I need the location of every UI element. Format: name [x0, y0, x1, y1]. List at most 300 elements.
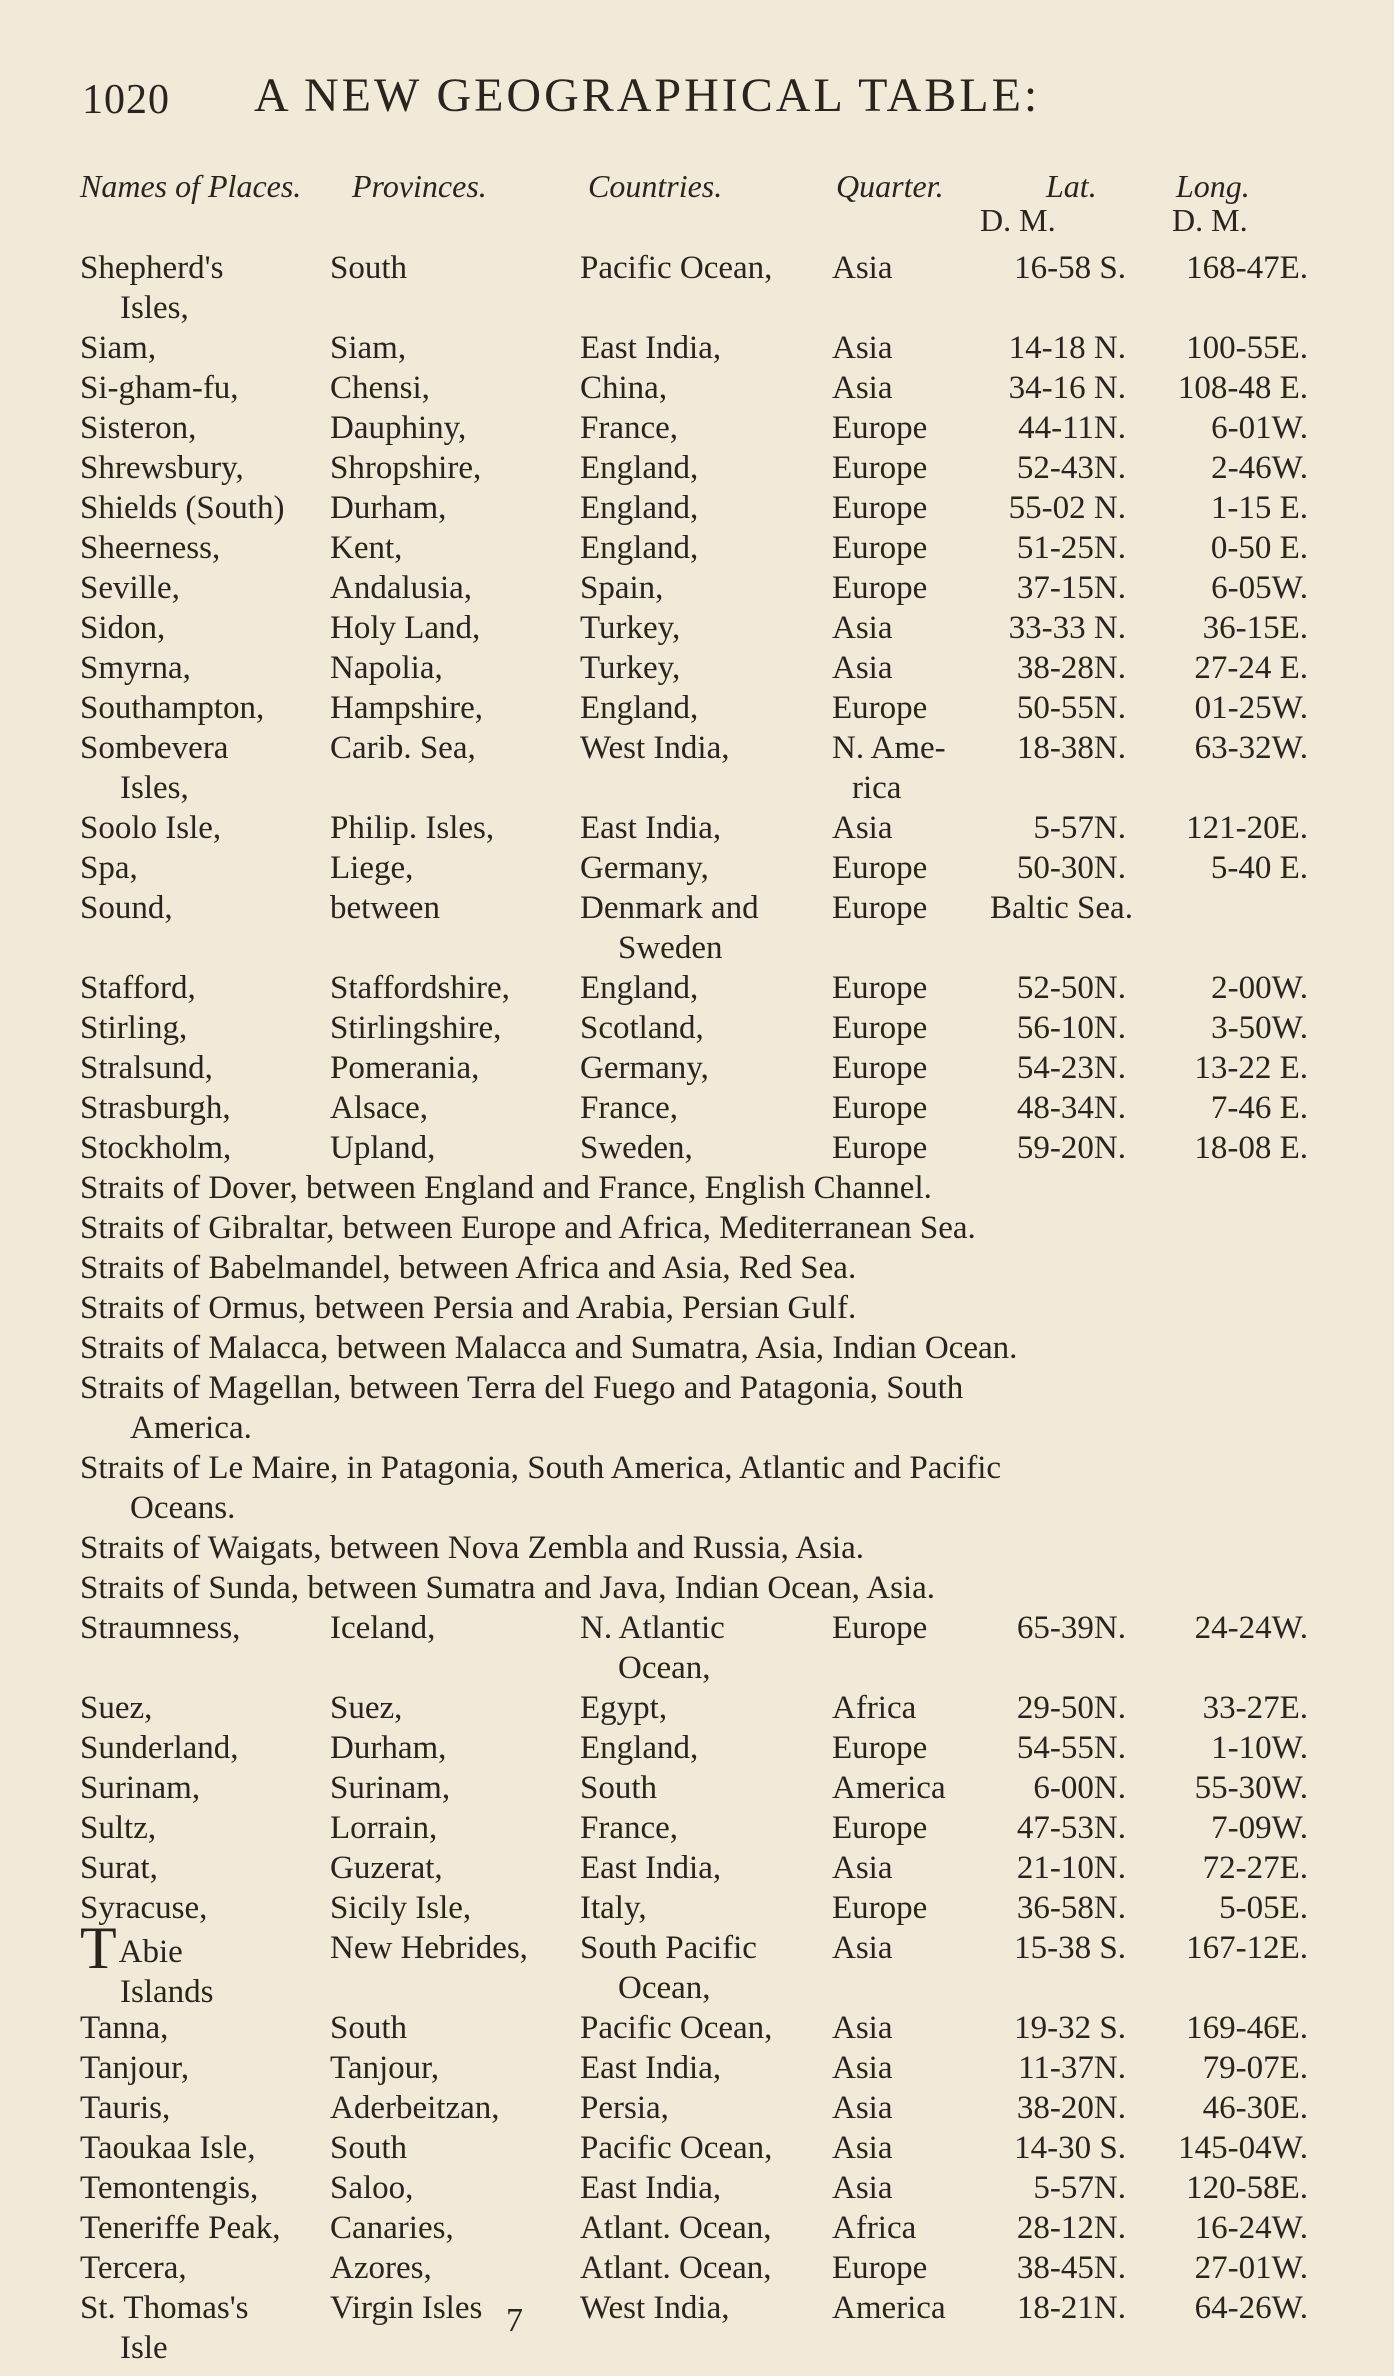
longitude: 16-24W.	[1194, 2210, 1308, 2246]
table-row	[0, 1688, 1394, 1728]
quarter-text: Europe	[832, 530, 928, 566]
place-name	[80, 2008, 168, 2048]
country	[580, 1928, 757, 2008]
place-name	[80, 1688, 152, 1728]
table-row	[0, 248, 1394, 328]
country	[580, 1608, 725, 1688]
place-name	[80, 328, 156, 368]
place-name-text: Sunderland,	[80, 1730, 239, 1766]
quarter-text: Europe	[832, 450, 928, 486]
country-text: China,	[580, 370, 668, 406]
country	[580, 328, 721, 368]
quarter	[832, 968, 927, 1008]
place-name-text: Tanna,	[80, 2010, 169, 2046]
country-text: Turkey,	[580, 610, 681, 646]
quarter-text: Africa	[832, 1690, 917, 1726]
place-name	[80, 528, 220, 568]
country	[580, 648, 680, 688]
latitude: 56-10N.	[1016, 1010, 1126, 1046]
latitude: 33-33 N.	[1008, 610, 1126, 646]
table-row	[0, 1088, 1394, 1128]
quarter	[832, 648, 893, 688]
longitude: 13-22 E.	[1194, 1050, 1308, 1086]
place-name	[80, 808, 221, 848]
province: between	[330, 890, 440, 926]
table-row	[0, 1808, 1394, 1848]
quarter	[832, 248, 893, 288]
province: Dauphiny,	[330, 410, 467, 446]
country	[580, 1848, 721, 1888]
province: Shropshire,	[330, 450, 482, 486]
place-name-text: Abie	[118, 1934, 183, 1970]
quarter-text: Asia	[832, 370, 893, 406]
quarter	[832, 1608, 927, 1648]
straits-text: Straits of Dover, between England and France, English Channel.	[80, 1170, 932, 1206]
latitude: 36-58N.	[1016, 1890, 1126, 1926]
table-row	[0, 888, 1394, 968]
quarter	[832, 568, 927, 608]
place-name-text: Surinam,	[80, 1770, 201, 1806]
country-text: Germany,	[580, 1050, 709, 1086]
place-name	[80, 2248, 187, 2288]
table-row	[0, 728, 1394, 808]
country	[580, 488, 698, 528]
latitude: 38-28N.	[1016, 650, 1126, 686]
quarter-text: Asia	[832, 250, 893, 286]
place-name	[80, 848, 138, 888]
province: Aderbeitzan,	[330, 2090, 500, 2126]
longitude: 108-48 E.	[1177, 370, 1308, 406]
quarter-cont: rica	[852, 770, 902, 806]
province: Sicily Isle,	[330, 1890, 472, 1926]
country-text: Persia,	[580, 2090, 669, 2126]
country	[580, 1728, 698, 1768]
latitude: 14-18 N.	[1008, 330, 1126, 366]
quarter	[832, 2008, 893, 2048]
straits-text: Straits of Ormus, between Persia and Arabia, Persian Gulf.	[80, 1290, 857, 1326]
latitude: 50-30N.	[1016, 850, 1126, 886]
province: Iceland,	[330, 1610, 436, 1646]
column-header-country: Countries.	[588, 168, 723, 204]
country-text: Denmark and	[580, 890, 759, 926]
quarter	[832, 688, 927, 728]
table-row	[0, 528, 1394, 568]
straits-text: Straits of Waigats, between Nova Zembla and Russia, Asia.	[80, 1530, 864, 1566]
province: Staffordshire,	[330, 970, 510, 1006]
quarter-text: Asia	[832, 330, 893, 366]
quarter	[832, 608, 893, 648]
table-row	[0, 1128, 1394, 1168]
straits-text: Straits of Gibraltar, between Europe and Africa, Mediterranean Sea.	[80, 1210, 976, 1246]
straits-text: Straits of Sunda, between Sumatra and Java, Indian Ocean, Asia.	[80, 1570, 936, 1606]
quarter	[832, 1048, 927, 1088]
province: New Hebrides,	[330, 1930, 528, 1966]
place-name	[80, 608, 165, 648]
column-header-place: Names of Places.	[80, 168, 302, 204]
province: Alsace,	[330, 1090, 429, 1126]
column-header-quarter: Quarter.	[836, 168, 944, 204]
place-name-text: Soolo Isle,	[80, 810, 222, 846]
column-header-lat: Lat.	[1046, 168, 1097, 204]
place-name-text: Spa,	[80, 850, 138, 886]
latitude: 65-39N.	[1016, 1610, 1126, 1646]
country-text: England,	[580, 530, 699, 566]
latitude: 50-55N.	[1016, 690, 1126, 726]
column-header-long: Long.	[1176, 168, 1250, 204]
longitude: 145-04W.	[1178, 2130, 1308, 2166]
longitude: 1-15 E.	[1210, 490, 1308, 526]
quarter	[832, 1128, 927, 1168]
country-text: England,	[580, 490, 699, 526]
straits-line-cont: America.	[130, 1410, 252, 1446]
quarter-text: Europe	[832, 1810, 928, 1846]
place-name	[80, 968, 196, 1008]
quarter	[832, 1768, 946, 1808]
place-name	[80, 888, 173, 928]
country	[580, 1888, 647, 1928]
longitude: 2-00W.	[1211, 970, 1308, 1006]
place-name-text: St. Thomas's	[80, 2290, 249, 2326]
table-row	[0, 1608, 1394, 1688]
province: Canaries,	[330, 2210, 454, 2246]
country-text: Turkey,	[580, 650, 681, 686]
country	[580, 608, 680, 648]
place-name-text: Syracuse,	[80, 1890, 208, 1926]
longitude: 121-20E.	[1186, 810, 1308, 846]
country-text: Pacific Ocean,	[580, 2010, 773, 2046]
country-text: East India,	[580, 1850, 722, 1886]
province: Durham,	[330, 1730, 447, 1766]
province: Surinam,	[330, 1770, 451, 1806]
place-name-text: Shepherd's	[80, 250, 224, 286]
longitude: 5-05E.	[1219, 1890, 1308, 1926]
quarter-text: Asia	[832, 650, 893, 686]
table-row	[0, 1915, 1394, 2010]
place-name	[80, 2128, 255, 2168]
place-name-text: Tercera,	[80, 2250, 187, 2286]
table-row	[0, 808, 1394, 848]
place-name-text: Sultz,	[80, 1810, 157, 1846]
quarter-text: Europe	[832, 1050, 928, 1086]
page-header	[82, 68, 1314, 128]
table-row	[0, 488, 1394, 528]
place-name	[80, 2088, 170, 2128]
straits-line-cont: Oceans.	[130, 1490, 236, 1526]
longitude: 169-46E.	[1186, 2010, 1308, 2046]
table-row	[0, 1728, 1394, 1768]
place-name	[80, 568, 180, 608]
place-name	[80, 2288, 249, 2368]
quarter-text: Europe	[832, 490, 928, 526]
place-name-text: Taoukaa Isle,	[80, 2130, 256, 2166]
quarter-text: Europe	[832, 890, 928, 926]
place-name	[80, 1728, 239, 1768]
straits-entry	[0, 1568, 1394, 1608]
province: Siam,	[330, 330, 407, 366]
latitude: 54-55N.	[1016, 1730, 1126, 1766]
straits-entry	[0, 1248, 1394, 1288]
country	[580, 528, 698, 568]
place-name	[80, 648, 191, 688]
province: Philip. Isles,	[330, 810, 495, 846]
place-name-text: Surat,	[80, 1850, 158, 1886]
country	[580, 368, 667, 408]
latitude: 37-15N.	[1016, 570, 1126, 606]
latitude: 47-53N.	[1016, 1810, 1126, 1846]
table-row	[0, 408, 1394, 448]
place-name-text: Tanjour,	[80, 2050, 190, 2086]
place-name	[80, 1008, 187, 1048]
place-name	[80, 1808, 156, 1848]
latitude: 21-10N.	[1016, 1850, 1126, 1886]
latitude: 54-23N.	[1016, 1050, 1126, 1086]
longitude: 120-58E.	[1186, 2170, 1308, 2206]
country	[580, 408, 678, 448]
latitude: 5-57N.	[1033, 810, 1126, 846]
province: Guzerat,	[330, 1850, 443, 1886]
place-name	[80, 248, 223, 328]
place-name-text: Smyrna,	[80, 650, 191, 686]
straits-text	[80, 1368, 1308, 1448]
table-row	[0, 1768, 1394, 1808]
quarter-text: Asia	[832, 2010, 893, 2046]
country	[580, 808, 721, 848]
latitude: 19-32 S.	[1014, 2010, 1126, 2046]
quarter	[832, 2248, 927, 2288]
latitude: 55-02 N.	[1008, 490, 1126, 526]
quarter	[832, 2208, 916, 2248]
table-row	[0, 2088, 1394, 2128]
place-name	[80, 1915, 214, 2012]
table-row	[0, 848, 1394, 888]
place-name	[80, 1848, 158, 1888]
province: Virgin Isles	[330, 2290, 483, 2326]
place-name-text: Teneriffe Peak,	[80, 2210, 281, 2246]
straits-text: Straits of Malacca, between Malacca and Sumatra, Asia, Indian Ocean.	[80, 1330, 1018, 1366]
straits-entry	[0, 1368, 1394, 1448]
quarter	[832, 368, 893, 408]
province: South	[330, 250, 408, 286]
place-name	[80, 2168, 258, 2208]
place-name-text: Sheerness,	[80, 530, 221, 566]
lat-long-note: Baltic Sea.	[990, 890, 1133, 926]
lat-unit: D. M.	[980, 202, 1056, 238]
place-name-text: Straumness,	[80, 1610, 241, 1646]
country	[580, 248, 772, 288]
latitude: 34-16 N.	[1008, 370, 1126, 406]
place-name	[80, 1048, 213, 1088]
province: Tanjour,	[330, 2050, 440, 2086]
straits-entry	[0, 1448, 1394, 1528]
place-name-cont: Isles,	[120, 770, 189, 806]
country	[580, 728, 729, 768]
country	[580, 1768, 657, 1808]
place-name-text: Suez,	[80, 1690, 153, 1726]
place-name	[80, 1608, 240, 1648]
province: Liege,	[330, 850, 414, 886]
longitude: 167-12E.	[1186, 1930, 1308, 1966]
table-row	[0, 608, 1394, 648]
quarter-text: America	[832, 1770, 946, 1806]
longitude: 168-47E.	[1186, 250, 1308, 286]
quarter-text: Europe	[832, 1090, 928, 1126]
country-text: France,	[580, 1810, 679, 1846]
quarter-text: Asia	[832, 2090, 893, 2126]
province: Saloo,	[330, 2170, 414, 2206]
latitude: 18-38N.	[1016, 730, 1126, 766]
column-header-province: Provinces.	[352, 168, 487, 204]
longitude: 7-09W.	[1211, 1810, 1308, 1846]
country	[580, 2048, 721, 2088]
province: Chensi,	[330, 370, 430, 406]
place-name-text: Sound,	[80, 890, 173, 926]
latitude: 44-11N.	[1018, 410, 1126, 446]
place-name-cont: Islands	[120, 1974, 214, 2010]
country-text: Germany,	[580, 850, 709, 886]
country-cont: Ocean,	[618, 1970, 711, 2006]
table-row	[0, 1048, 1394, 1088]
quarter-text: Europe	[832, 690, 928, 726]
place-name-text: Sisteron,	[80, 410, 197, 446]
column-headers	[0, 168, 1394, 248]
country-text: South Pacific	[580, 1930, 757, 1966]
quarter	[832, 2168, 893, 2208]
country-cont: Ocean,	[618, 1650, 711, 1686]
country	[580, 2288, 729, 2328]
longitude: 01-25W.	[1194, 690, 1308, 726]
longitude: 55-30W.	[1194, 1770, 1308, 1806]
quarter	[832, 728, 946, 808]
country-text: West India,	[580, 730, 730, 766]
province: Holy Land,	[330, 610, 481, 646]
latitude: 59-20N.	[1016, 1130, 1126, 1166]
longitude: 64-26W.	[1194, 2290, 1308, 2326]
country	[580, 2088, 669, 2128]
country-text: Italy,	[580, 1890, 647, 1926]
province: Lorrain,	[330, 1810, 438, 1846]
place-name	[80, 488, 284, 528]
province: Durham,	[330, 490, 447, 526]
longitude: 27-24 E.	[1194, 650, 1308, 686]
latitude: 38-20N.	[1016, 2090, 1126, 2126]
quarter-text: Asia	[832, 1850, 893, 1886]
place-name-text: Sombevera	[80, 730, 229, 766]
longitude: 7-46 E.	[1210, 1090, 1308, 1126]
straits-text: Straits of Babelmandel, between Africa and Asia, Red Sea.	[80, 1250, 857, 1286]
quarter	[832, 528, 927, 568]
country-text: Pacific Ocean,	[580, 2130, 773, 2166]
province: Stirlingshire,	[330, 1010, 502, 1046]
quarter-text: N. Ame-	[832, 730, 946, 766]
quarter-text: Europe	[832, 1130, 928, 1166]
table-row	[0, 448, 1394, 488]
table-row	[0, 1008, 1394, 1048]
latitude: 15-38 S.	[1014, 1930, 1126, 1966]
table-row	[0, 648, 1394, 688]
quarter	[832, 448, 927, 488]
country	[580, 1128, 693, 1168]
signature-mark: 7	[506, 2302, 523, 2339]
quarter	[832, 2088, 893, 2128]
place-name-text: Sidon,	[80, 610, 166, 646]
country-cont: Sweden	[618, 930, 723, 966]
quarter-text: Asia	[832, 810, 893, 846]
country	[580, 1688, 667, 1728]
straits-entry	[0, 1528, 1394, 1568]
latitude: 16-58 S.	[1014, 250, 1126, 286]
quarter	[832, 2048, 893, 2088]
table-row	[0, 2208, 1394, 2248]
place-name	[80, 448, 244, 488]
place-name	[80, 728, 228, 808]
province: Pomerania,	[330, 1050, 480, 1086]
country-text: Spain,	[580, 570, 664, 606]
country-text: Egypt,	[580, 1690, 668, 1726]
longitude: 63-32W.	[1194, 730, 1308, 766]
longitude: 100-55E.	[1186, 330, 1308, 366]
place-name-text: Stafford,	[80, 970, 196, 1006]
table-row	[0, 1888, 1394, 1928]
quarter-text: Europe	[832, 850, 928, 886]
place-name-text: Strasburgh,	[80, 1090, 231, 1126]
quarter-text: Asia	[832, 2170, 893, 2206]
quarter	[832, 408, 927, 448]
country	[580, 2248, 772, 2288]
place-name	[80, 2208, 280, 2248]
latitude: 38-45N.	[1016, 2250, 1126, 2286]
longitude: 27-01W.	[1194, 2250, 1308, 2286]
longitude: 18-08 E.	[1194, 1130, 1308, 1166]
longitude: 3-50W.	[1211, 1010, 1308, 1046]
straits-entry	[0, 1168, 1394, 1208]
longitude: 1-10W.	[1211, 1730, 1308, 1766]
province: Hampshire,	[330, 690, 484, 726]
place-name	[80, 368, 239, 408]
latitude: 52-50N.	[1016, 970, 1126, 1006]
place-name-cont: Isles,	[120, 290, 189, 326]
country-text: France,	[580, 1090, 679, 1126]
country-text: Sweden,	[580, 1130, 693, 1166]
running-title: A NEW GEOGRAPHICAL TABLE:	[254, 69, 1041, 122]
quarter-text: America	[832, 2290, 946, 2326]
table-row	[0, 368, 1394, 408]
place-name	[80, 408, 196, 448]
quarter-text: Europe	[832, 1730, 928, 1766]
quarter-text: Asia	[832, 2130, 893, 2166]
gazetteer-entries	[0, 248, 1394, 2368]
long-unit: D. M.	[1172, 202, 1248, 238]
country	[580, 688, 698, 728]
longitude: 5-40 E.	[1210, 850, 1308, 886]
longitude: 6-01W.	[1211, 410, 1308, 446]
country	[580, 2208, 772, 2248]
quarter-text: Europe	[832, 2250, 928, 2286]
latitude: 18-21N.	[1016, 2290, 1126, 2326]
country-text: Atlant. Ocean,	[580, 2250, 772, 2286]
longitude: 46-30E.	[1202, 2090, 1308, 2126]
longitude: 79-07E.	[1202, 2050, 1308, 2086]
place-name	[80, 1768, 200, 1808]
quarter-text: Africa	[832, 2210, 917, 2246]
place-name-cont: Isle	[120, 2330, 168, 2366]
country-text: East India,	[580, 2050, 722, 2086]
place-name	[80, 2048, 189, 2088]
straits-text	[80, 1448, 1308, 1528]
country-text: England,	[580, 970, 699, 1006]
country	[580, 1008, 704, 1048]
country	[580, 888, 759, 968]
country-text: N. Atlantic	[580, 1610, 725, 1646]
